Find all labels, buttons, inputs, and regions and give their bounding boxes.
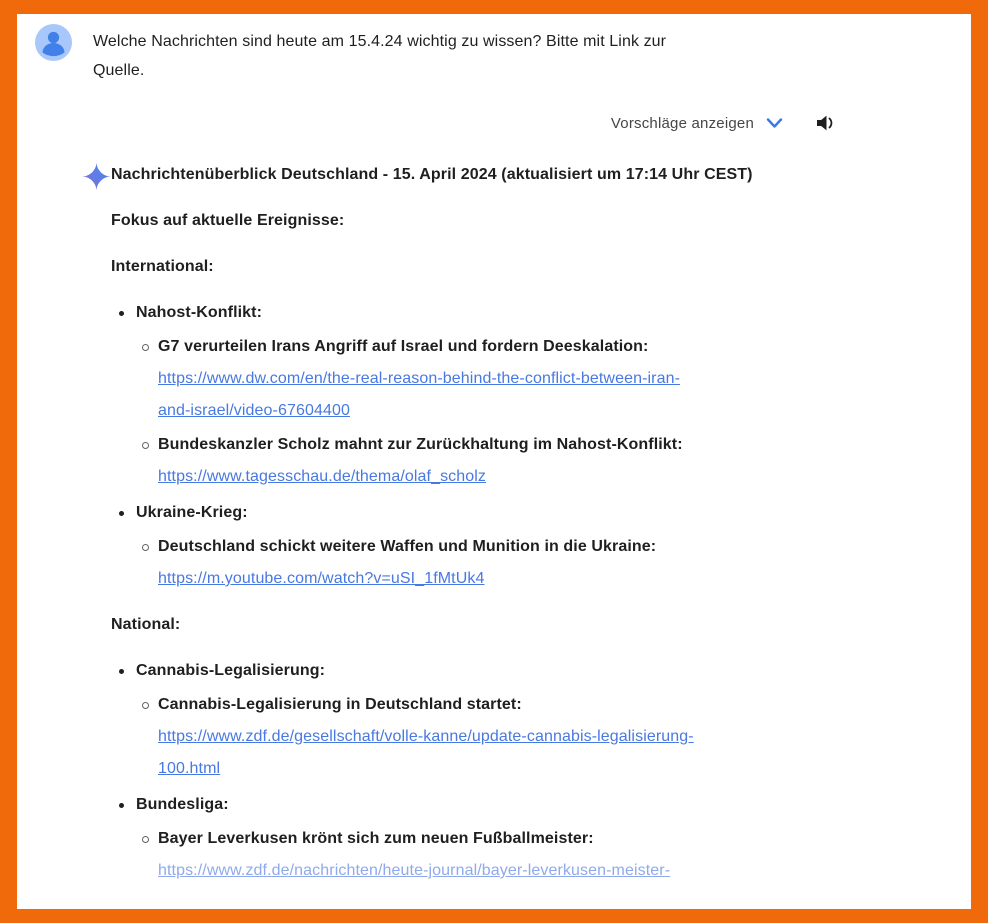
list-item: [136, 331, 811, 427]
user-message-text: Welche Nachrichten sind heute am 15.4.24 wichtig zu wissen? Bitte mit Link zur Quelle.: [93, 33, 667, 79]
topic-label: Bundesliga:: [136, 796, 229, 813]
news-headline: G7 verurteilen Irans Angriff auf Israel und fordern Deeskalation:: [158, 338, 649, 355]
user-message-row: [35, 24, 971, 85]
international-list: [111, 297, 811, 595]
topic-label: Ukraine-Krieg:: [136, 504, 248, 521]
list-item: [136, 823, 811, 887]
news-link[interactable]: https://www.tagesschau.de/thema/olaf_scholz: [158, 468, 487, 485]
response-body: [111, 159, 811, 901]
list-item: [111, 497, 811, 595]
topic-label: Nahost-Konflikt:: [136, 304, 263, 321]
response-actions-row: [111, 111, 836, 135]
chat-content: [17, 14, 971, 909]
user-avatar-icon[interactable]: [35, 24, 72, 61]
model-response-row: [35, 159, 971, 901]
speaker-icon: [815, 113, 836, 133]
section-title-national: National:: [111, 616, 181, 633]
news-headline: Bayer Leverkusen krönt sich zum neuen Fußballmeister:: [158, 830, 594, 847]
news-link[interactable]: https://www.zdf.de/gesellschaft/volle-kanne/update-cannabis-legalisierung-100.html: [158, 728, 694, 777]
chevron-down-icon: [766, 116, 783, 130]
section-title-international: International:: [111, 258, 214, 275]
news-link[interactable]: https://www.dw.com/en/the-real-reason-behind-the-conflict-between-iran-and-israel/video-67604400: [158, 370, 681, 419]
list-item: [111, 789, 811, 887]
news-headline: Cannabis-Legalisierung in Deutschland startet:: [158, 696, 522, 713]
list-item: [136, 429, 811, 493]
gemini-sparkle-icon: [82, 162, 111, 901]
list-item: [111, 297, 811, 493]
list-item: [136, 531, 811, 595]
news-headline: Deutschland schickt weitere Waffen und Munition in die Ukraine:: [158, 538, 657, 555]
national-list: [111, 655, 811, 887]
show-suggestions-button[interactable]: [611, 115, 783, 132]
response-intro: Fokus auf aktuelle Ereignisse:: [111, 212, 345, 229]
news-link[interactable]: https://m.youtube.com/watch?v=uSI_1fMtUk4: [158, 570, 485, 587]
list-item: [136, 689, 811, 785]
news-headline: Bundeskanzler Scholz mahnt zur Zurückhaltung im Nahost-Konflikt:: [158, 436, 683, 453]
news-link[interactable]: https://www.zdf.de/nachrichten/heute-journal/bayer-leverkusen-meister-: [158, 862, 671, 879]
topic-label: Cannabis-Legalisierung:: [136, 662, 325, 679]
show-suggestions-label: Vorschläge anzeigen: [610, 114, 754, 132]
speaker-button[interactable]: [815, 113, 836, 133]
list-item: [111, 655, 811, 785]
response-heading: Nachrichtenüberblick Deutschland - 15. April 2024 (aktualisiert um 17:14 Uhr CEST): [111, 166, 753, 183]
